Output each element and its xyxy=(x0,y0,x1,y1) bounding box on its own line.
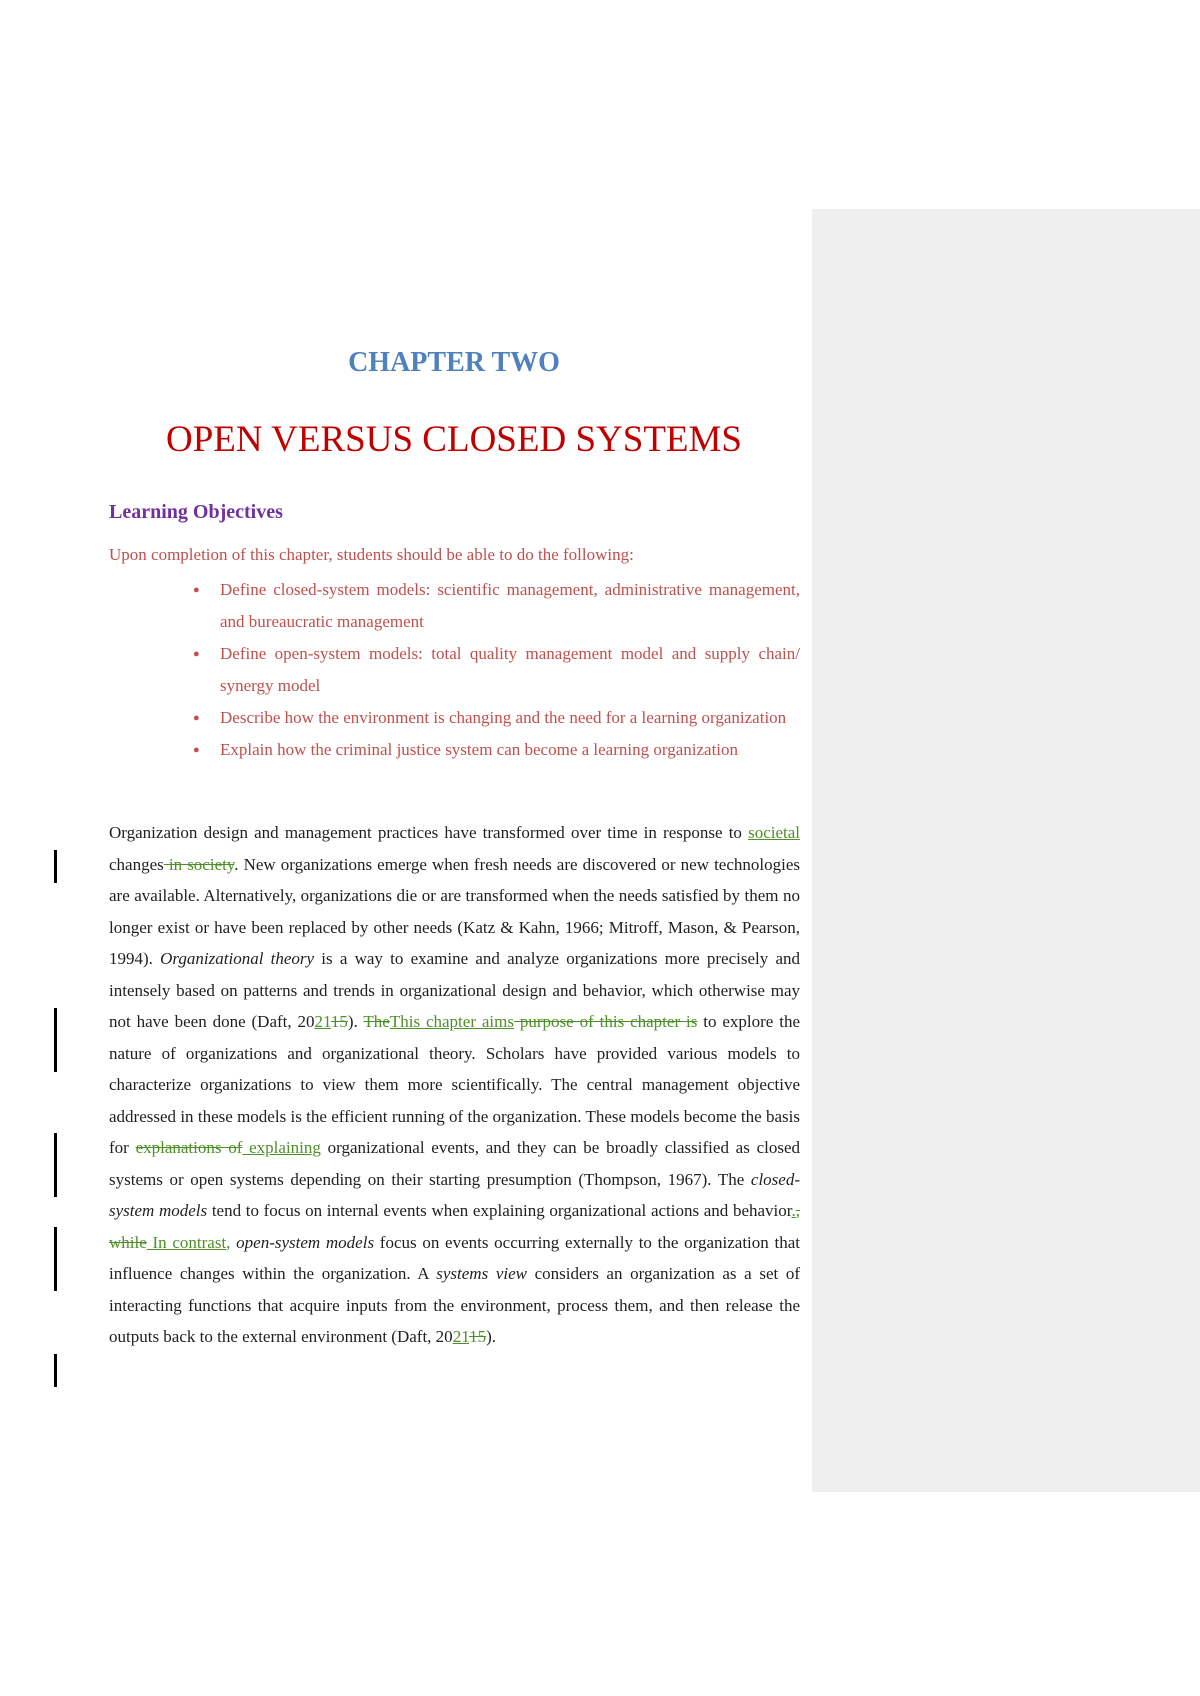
tracked-deletion[interactable]: 15 xyxy=(469,1327,487,1346)
change-bar xyxy=(54,1354,57,1387)
objective-item: ● Define open-system models: total quality management model and supply chain/ synergy model xyxy=(220,638,800,702)
chapter-label: CHAPTER TWO xyxy=(348,347,560,378)
tracked-deletion[interactable]: The xyxy=(363,1012,390,1031)
learning-objectives-intro: Upon completion of this chapter, students should be able to do the following: xyxy=(109,545,634,564)
chapter-title: OPEN VERSUS CLOSED SYSTEMS xyxy=(165,419,743,460)
tracked-deletion[interactable]: , while xyxy=(109,1201,801,1252)
tracked-insertion[interactable]: . xyxy=(791,1201,796,1220)
objective-item: ● Describe how the environment is changing and the need for a learning organization xyxy=(220,702,800,734)
term-organizational-theory: Organizational theory xyxy=(160,949,315,968)
term-closed-system-models: closed-system models xyxy=(109,1169,800,1220)
change-bar xyxy=(54,1227,57,1291)
tracked-deletion[interactable]: 15 xyxy=(330,1012,348,1031)
body-text: changes xyxy=(109,854,164,874)
term-open-system-models: open-system models xyxy=(236,1232,375,1252)
tracked-insertion[interactable]: 21 xyxy=(452,1327,470,1346)
learning-objectives-list xyxy=(220,574,800,766)
body-text: to explore the nature of organizations and organizational theory. Scholars have provided various models to characterize organizations to view them more scientifically. The central management objective addressed in these models is the efficient running of the organization. These models become the basis for xyxy=(109,1012,801,1157)
change-bar xyxy=(54,1133,57,1197)
tracked-insertion[interactable]: This chapter aims xyxy=(389,1012,514,1031)
body-paragraph xyxy=(109,817,800,1353)
change-bar xyxy=(54,850,57,883)
tracked-deletion[interactable]: in society xyxy=(163,854,235,874)
tracked-insertion[interactable]: explaining xyxy=(242,1138,321,1157)
tracked-deletion[interactable]: purpose of this chapter is xyxy=(513,1012,698,1031)
change-bar xyxy=(54,1008,57,1072)
body-text: ). xyxy=(486,1327,496,1346)
body-text: . New organizations emerge when fresh needs are discovered or new technologies are available. Alternatively, organizations die or are transformed when the needs satisfied by them no longer exist or have been replaced by other needs (Katz & Kahn, 1966; Mitroff, Mason, & Pearson, 1994). xyxy=(109,854,800,968)
body-text: tend to focus on internal events when explaining organizational actions and behavior xyxy=(207,1201,792,1220)
objective-item: ● Define closed-system models: scientific management, administrative management, and bureaucratic management xyxy=(220,574,800,638)
tracked-insertion[interactable]: In contrast, xyxy=(146,1232,231,1252)
body-text: is a way to examine and analyze organizations more precisely and intensely based on patterns and trends in organizational design and behavior, which otherwise may not have been done (Daft, 20 xyxy=(109,949,801,1031)
tracked-insertion[interactable]: societal xyxy=(748,823,800,842)
body-text: organizational events, and they can be broadly classified as closed systems or open systems depending on their starting presumption (Thompson, 1967). The xyxy=(109,1138,800,1189)
tracked-deletion[interactable]: explanations of xyxy=(135,1138,243,1157)
body-text: Organization design and management practices have transformed over time in response to xyxy=(109,823,749,842)
term-systems-view: systems view xyxy=(436,1264,527,1283)
comment-pane xyxy=(812,209,1200,1492)
objective-item: ● Explain how the criminal justice system can become a learning organization xyxy=(220,734,800,766)
tracked-insertion[interactable]: 21 xyxy=(314,1012,331,1031)
body-text: considers an organization as a set of interacting functions that acquire inputs from the environment, process them, and then release the outputs back to the external environment (Daft, 20 xyxy=(109,1264,800,1346)
body-text: ). xyxy=(347,1012,364,1031)
body-text: focus on events occurring externally to the organization that influence changes within the organization. A xyxy=(109,1232,800,1283)
learning-objectives-heading: Learning Objectives xyxy=(109,501,283,523)
